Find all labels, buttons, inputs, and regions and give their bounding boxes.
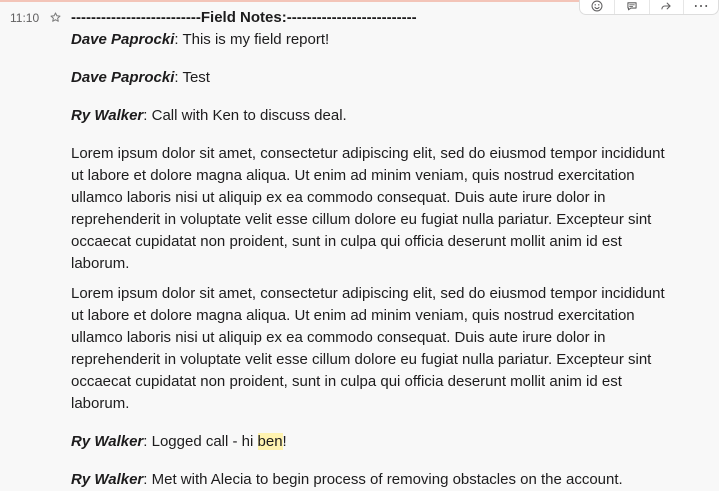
more-actions-icon: ⋯ xyxy=(693,0,710,15)
note-text: Met with Alecia to begin process of removing obstacles on the account. xyxy=(151,471,623,488)
note-text-suffix: ! xyxy=(282,433,287,450)
more-actions-button[interactable] xyxy=(683,0,718,14)
highlighted-keyword: ben xyxy=(257,433,283,450)
message-actions xyxy=(579,0,719,15)
note-text-prefix: Logged call - hi xyxy=(151,433,258,450)
star-icon[interactable] xyxy=(49,11,62,24)
add-reaction-button[interactable] xyxy=(580,0,614,14)
reply-thread-button[interactable] xyxy=(614,0,649,14)
lorem-paragraph: Lorem ipsum dolor sit amet, consectetur adipiscing elit, sed do eiusmod tempor incididunt ut labore et dolore magna aliqua. Ut enim ad minim veniam, quis nostrud exercitation ullamco laboris nisi ut aliquip ex ea commodo consequat. Duis aute irure dolor in reprehenderit in voluptate velit esse cillum dolore eu fugiat nulla pariatur. Excepteur sint occaecat cupidatat non proident, sunt in culpa qui officia deserunt mollit anim id est laborum. xyxy=(71,285,665,412)
message-body xyxy=(71,7,681,491)
lorem-paragraph: Lorem ipsum dolor sit amet, consectetur adipiscing elit, sed do eiusmod tempor incididunt ut labore et dolore magna aliqua. Ut enim ad minim veniam, quis nostrud exercitation ullamco laboris nisi ut aliquip ex ea commodo consequat. Duis aute irure dolor in reprehenderit in voluptate velit esse cillum dolore eu fugiat nulla pariatur. Excepteur sint occaecat cupidatat non proident, sunt in culpa qui officia deserunt mollit anim id est laborum. xyxy=(71,145,665,272)
field-note: Ry Walker: Call with Ken to discuss deal. xyxy=(71,107,347,124)
field-notes-header: --------------------------Field Notes:-------------------------- xyxy=(71,9,417,26)
note-text: This is my field report! xyxy=(182,31,330,48)
logged-call-note: Ry Walker: Logged call - hi ben! xyxy=(71,433,287,450)
field-note: Dave Paprocki: Test xyxy=(71,69,210,86)
message-gutter xyxy=(0,10,66,26)
message-timestamp[interactable]: 11:10 xyxy=(10,11,40,25)
final-note: Ry Walker: Met with Alecia to begin process of removing obstacles on the account. xyxy=(71,471,623,488)
share-icon xyxy=(659,0,673,13)
note-author: Ry Walker xyxy=(71,107,144,124)
note-author: Ry Walker xyxy=(71,433,144,450)
field-note: Dave Paprocki: This is my field report! xyxy=(71,31,330,48)
share-message-button[interactable] xyxy=(649,0,684,14)
note-text: Call with Ken to discuss deal. xyxy=(151,107,347,124)
note-text: Test xyxy=(182,69,210,86)
note-author: Dave Paprocki xyxy=(71,69,175,86)
reply-thread-icon xyxy=(625,0,639,13)
note-author: Dave Paprocki xyxy=(71,31,175,48)
note-author: Ry Walker xyxy=(71,471,144,488)
emoji-reaction-icon xyxy=(590,0,604,13)
